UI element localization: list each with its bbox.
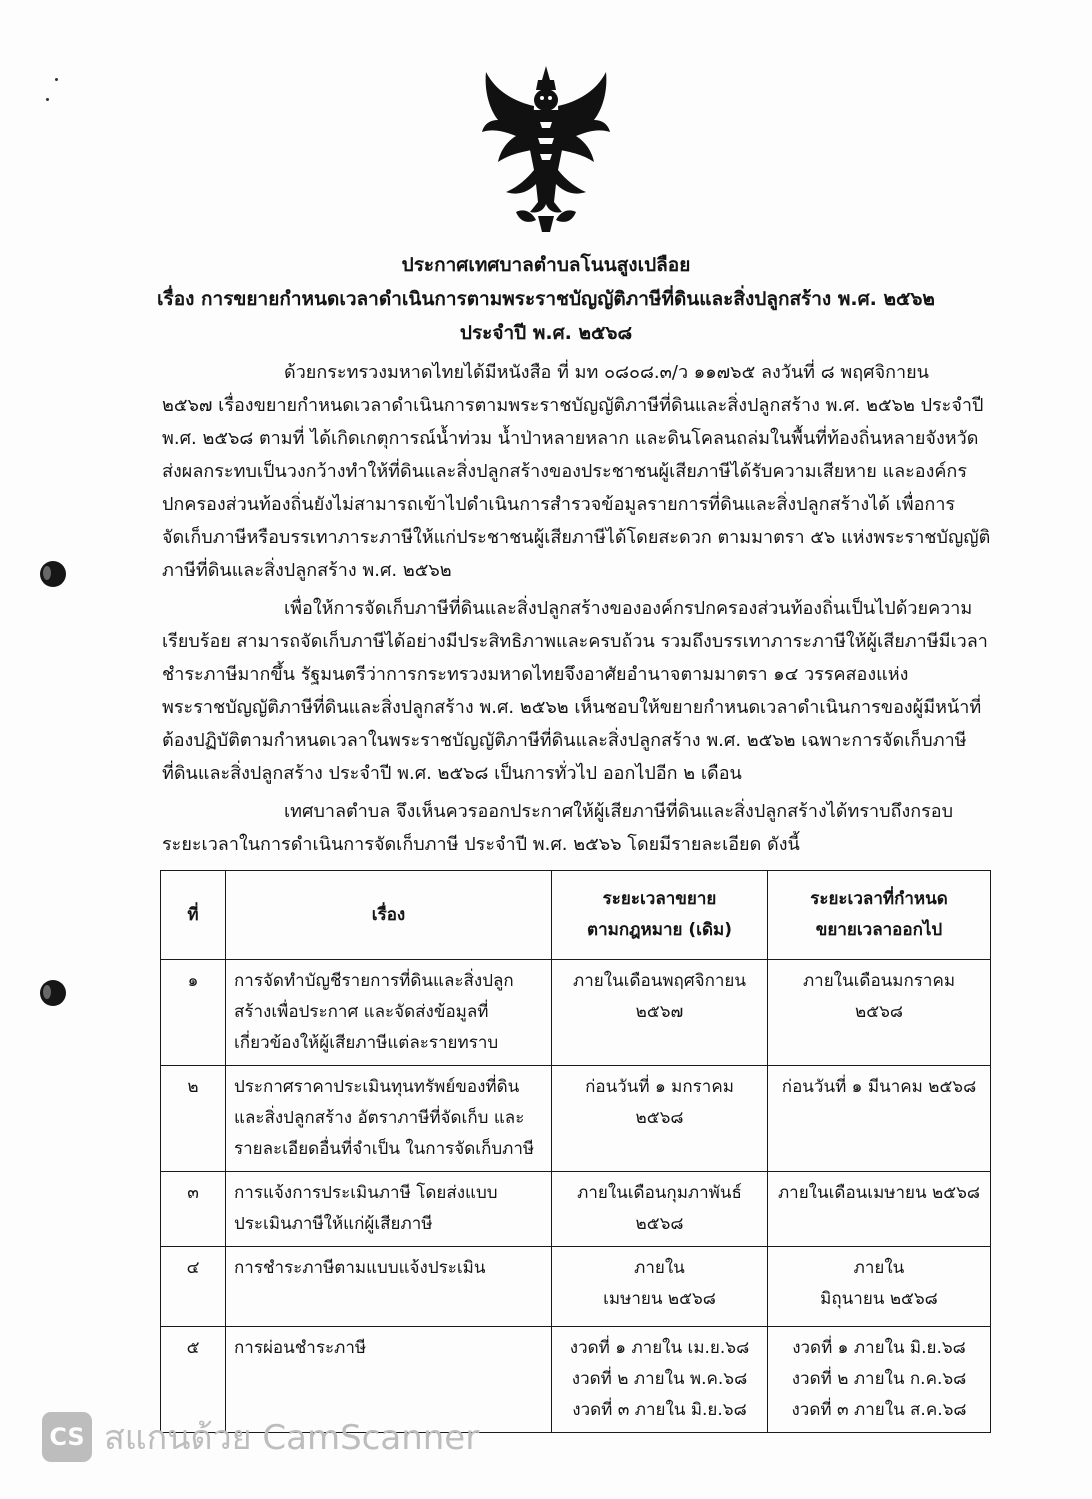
cell-line: ๒๕๖๗ <box>635 1002 684 1022</box>
cell-line: มิถุนายน ๒๕๖๘ <box>820 1289 938 1309</box>
row-subject <box>226 1247 552 1327</box>
cell-line: การชำระภาษีตามแบบแจ้งประเมิน <box>234 1258 486 1278</box>
paragraph-line: จัดเก็บภาษีหรือบรรเทาภาระภาษีให้แก่ประชาชนผู้เสียภาษีได้โดยสะดวก ตามมาตรา ๕๖ แห่งพระราชบัญญัติ <box>162 527 991 548</box>
punch-hole-bottom <box>40 980 66 1006</box>
cell-line: และสิ่งปลูกสร้าง อัตราภาษีที่จัดเก็บ และ <box>234 1108 525 1128</box>
header-line: ขยายเวลาออกไป <box>815 920 943 940</box>
row-legal-period <box>552 960 768 1066</box>
row-extended-period <box>768 1172 991 1247</box>
row-subject <box>226 960 552 1066</box>
announcement-year: ประจำปี พ.ศ. ๒๕๖๘ <box>459 322 633 344</box>
table-row <box>161 1066 991 1172</box>
paragraph-line: พ.ศ. ๒๕๖๘ ตามที่ ได้เกิดเกตุการณ์น้ำท่วม น้ำป่าหลายหลาก และดินโคลนถล่มในพื้นที่ท้องถิ่นหลายจังหวัด <box>162 428 979 449</box>
table-row <box>161 1247 991 1327</box>
paragraph-line: ส่งผลกระทบเป็นวงกว้างทำให้ที่ดินและสิ่งปลูกสร้างของประชาชนผู้เสียภาษีได้รับความเสียหาย และองค์กร <box>162 461 967 482</box>
cell-line: ๒๕๖๘ <box>635 1214 684 1234</box>
paragraph-line: ภาษีที่ดินและสิ่งปลูกสร้าง พ.ศ. ๒๕๖๒ <box>162 560 452 581</box>
cell-line: ภายในเดือนเมษายน ๒๕๖๘ <box>777 1183 981 1203</box>
cell-line: การผ่อนชำระภาษี <box>234 1338 367 1358</box>
cell-line: ๒๕๖๘ <box>855 1002 903 1022</box>
cell-line: เกี่ยวข้องให้ผู้เสียภาษีแต่ละรายทราบ <box>234 1033 499 1053</box>
paragraph-3 <box>162 795 988 861</box>
paragraph-line: เทศบาลตำบล จึงเห็นควรออกประกาศให้ผู้เสียภาษีที่ดินและสิ่งปลูกสร้างได้ทราบถึงกรอบ <box>284 801 954 822</box>
cell-line: งวดที่ ๓ ภายใน ส.ค.๖๘ <box>791 1400 967 1420</box>
watermark-text: สแกนด้วย CamScanner <box>104 1418 480 1458</box>
row-extended-period <box>768 1247 991 1327</box>
row-no: ๔ <box>161 1247 226 1327</box>
cell-line: ภายในเดือนกุมภาพันธ์ <box>577 1183 742 1203</box>
header-line: ระยะเวลาที่กำหนด <box>810 889 948 909</box>
speck <box>46 98 49 101</box>
row-subject <box>226 1066 552 1172</box>
row-extended-period <box>768 1327 991 1433</box>
row-legal-period <box>552 1066 768 1172</box>
paragraph-line: ต้องปฏิบัติตามกำหนดเวลาในพระราชบัญญัติภาษีที่ดินและสิ่งปลูกสร้าง พ.ศ. ๒๕๖๒ เฉพาะการจัดเก็บภาษี <box>162 730 967 751</box>
camscanner-watermark <box>42 1412 479 1462</box>
row-extended-period <box>768 960 991 1066</box>
announcement-subject: เรื่อง การขยายกำหนดเวลาดำเนินการตามพระราชบัญญัติภาษีที่ดินและสิ่งปลูกสร้าง พ.ศ. ๒๕๖๒ <box>157 288 935 310</box>
punch-hole-top <box>40 561 66 587</box>
camscanner-logo-icon: CS <box>42 1412 92 1462</box>
cell-line: ๒๕๖๘ <box>635 1108 684 1128</box>
header-extended-period <box>768 871 991 960</box>
cell-line: งวดที่ ๓ ภายใน มิ.ย.๖๘ <box>572 1400 747 1420</box>
row-subject <box>226 1172 552 1247</box>
paragraph-line: เพื่อให้การจัดเก็บภาษีที่ดินและสิ่งปลูกสร้างขององค์กรปกครองส่วนท้องถิ่นเป็นไปด้วยความ <box>284 598 973 619</box>
cell-line: ภายใน <box>634 1258 685 1278</box>
cell-line: งวดที่ ๑ ภายใน เม.ย.๖๘ <box>569 1338 750 1358</box>
cell-line: การจัดทำบัญชีรายการที่ดินและสิ่งปลูก <box>234 971 514 991</box>
row-legal-period <box>552 1172 768 1247</box>
header-subject: เรื่อง <box>226 871 552 960</box>
header-no: ที่ <box>161 871 226 960</box>
table-row <box>161 1172 991 1247</box>
paragraph-1 <box>162 356 991 587</box>
speck <box>55 78 58 81</box>
paragraph-line: ๒๕๖๗ เรื่องขยายกำหนดเวลาดำเนินการตามพระราชบัญญัติภาษีที่ดินและสิ่งปลูกสร้าง พ.ศ. ๒๕๖๒ ประจำปี <box>162 395 984 416</box>
row-no: ๕ <box>161 1327 226 1433</box>
announcement-title: ประกาศเทศบาลตำบลโนนสูงเปลือย <box>401 254 691 276</box>
schedule-table <box>160 870 991 1433</box>
paragraph-line: ด้วยกระทรวงมหาดไทยได้มีหนังสือ ที่ มท ๐๘๐๘.๓/ว ๑๑๗๖๕ ลงวันที่ ๘ พฤศจิกายน <box>284 362 929 383</box>
paragraph-line: ที่ดินและสิ่งปลูกสร้าง ประจำปี พ.ศ. ๒๕๖๘ เป็นการทั่วไป ออกไปอีก ๒ เดือน <box>162 763 742 784</box>
paragraph-line: เรียบร้อย สามารถจัดเก็บภาษีได้อย่างมีประสิทธิภาพและครบถ้วน รวมถึงบรรเทาภาระภาษีให้ผู้เสียภาษีมีเวลา <box>162 631 988 652</box>
paragraph-line: ระยะเวลาในการดำเนินการจัดเก็บภาษี ประจำปี พ.ศ. ๒๕๖๖ โดยมีรายละเอียด ดังนี้ <box>162 834 800 855</box>
paragraph-line: ปกครองส่วนท้องถิ่นยังไม่สามารถเข้าไปดำเนินการสำรวจข้อมูลรายการที่ดินและสิ่งปลูกสร้างได้ เพื่อการ <box>162 494 956 515</box>
cell-line: ประเมินภาษีให้แก่ผู้เสียภาษี <box>234 1214 433 1234</box>
cell-line: งวดที่ ๒ ภายใน พ.ค.๖๘ <box>571 1369 748 1389</box>
row-no: ๓ <box>161 1172 226 1247</box>
header-line: ระยะเวลาขยาย <box>602 889 717 909</box>
cell-line: ภายในเดือนมกราคม <box>802 971 956 991</box>
row-no: ๑ <box>161 960 226 1066</box>
paragraph-2 <box>162 592 988 790</box>
paragraph-line: ชำระภาษีมากขึ้น รัฐมนตรีว่าการกระทรวงมหาดไทยจึงอาศัยอำนาจตามมาตรา ๑๔ วรรคสองแห่ง <box>162 664 909 685</box>
cell-line: เมษายน ๒๕๖๘ <box>603 1289 716 1309</box>
row-legal-period <box>552 1247 768 1327</box>
table-header-row <box>161 871 991 960</box>
row-no: ๒ <box>161 1066 226 1172</box>
cell-line: การแจ้งการประเมินภาษี โดยส่งแบบ <box>234 1183 498 1203</box>
table-row <box>161 960 991 1066</box>
cell-line: ก่อนวันที่ ๑ มีนาคม ๒๕๖๘ <box>781 1077 977 1097</box>
row-legal-period <box>552 1327 768 1433</box>
cell-line: สร้างเพื่อประกาศ และจัดส่งข้อมูลที่ <box>234 1002 489 1022</box>
cell-line: ประกาศราคาประเมินทุนทรัพย์ของที่ดิน <box>234 1077 520 1097</box>
row-extended-period <box>768 1066 991 1172</box>
cell-line: รายละเอียดอื่นที่จำเป็น ในการจัดเก็บภาษี <box>234 1139 535 1159</box>
header-line: ตามกฎหมาย (เดิม) <box>587 920 732 940</box>
garuda-emblem-icon <box>476 62 616 234</box>
paragraph-line: พระราชบัญญัติภาษีที่ดินและสิ่งปลูกสร้าง พ.ศ. ๒๕๖๒ เห็นชอบให้ขยายกำหนดเวลาดำเนินการของผู้มีหน้าที่ <box>162 697 982 718</box>
cell-line: ก่อนวันที่ ๑ มกราคม <box>585 1077 734 1097</box>
header-legal-period <box>552 871 768 960</box>
cell-line: งวดที่ ๑ ภายใน มิ.ย.๖๘ <box>792 1338 966 1358</box>
cell-line: ภายใน <box>853 1258 905 1278</box>
cell-line: งวดที่ ๒ ภายใน ก.ค.๖๘ <box>791 1369 967 1389</box>
cell-line: ภายในเดือนพฤศจิกายน <box>573 971 746 991</box>
